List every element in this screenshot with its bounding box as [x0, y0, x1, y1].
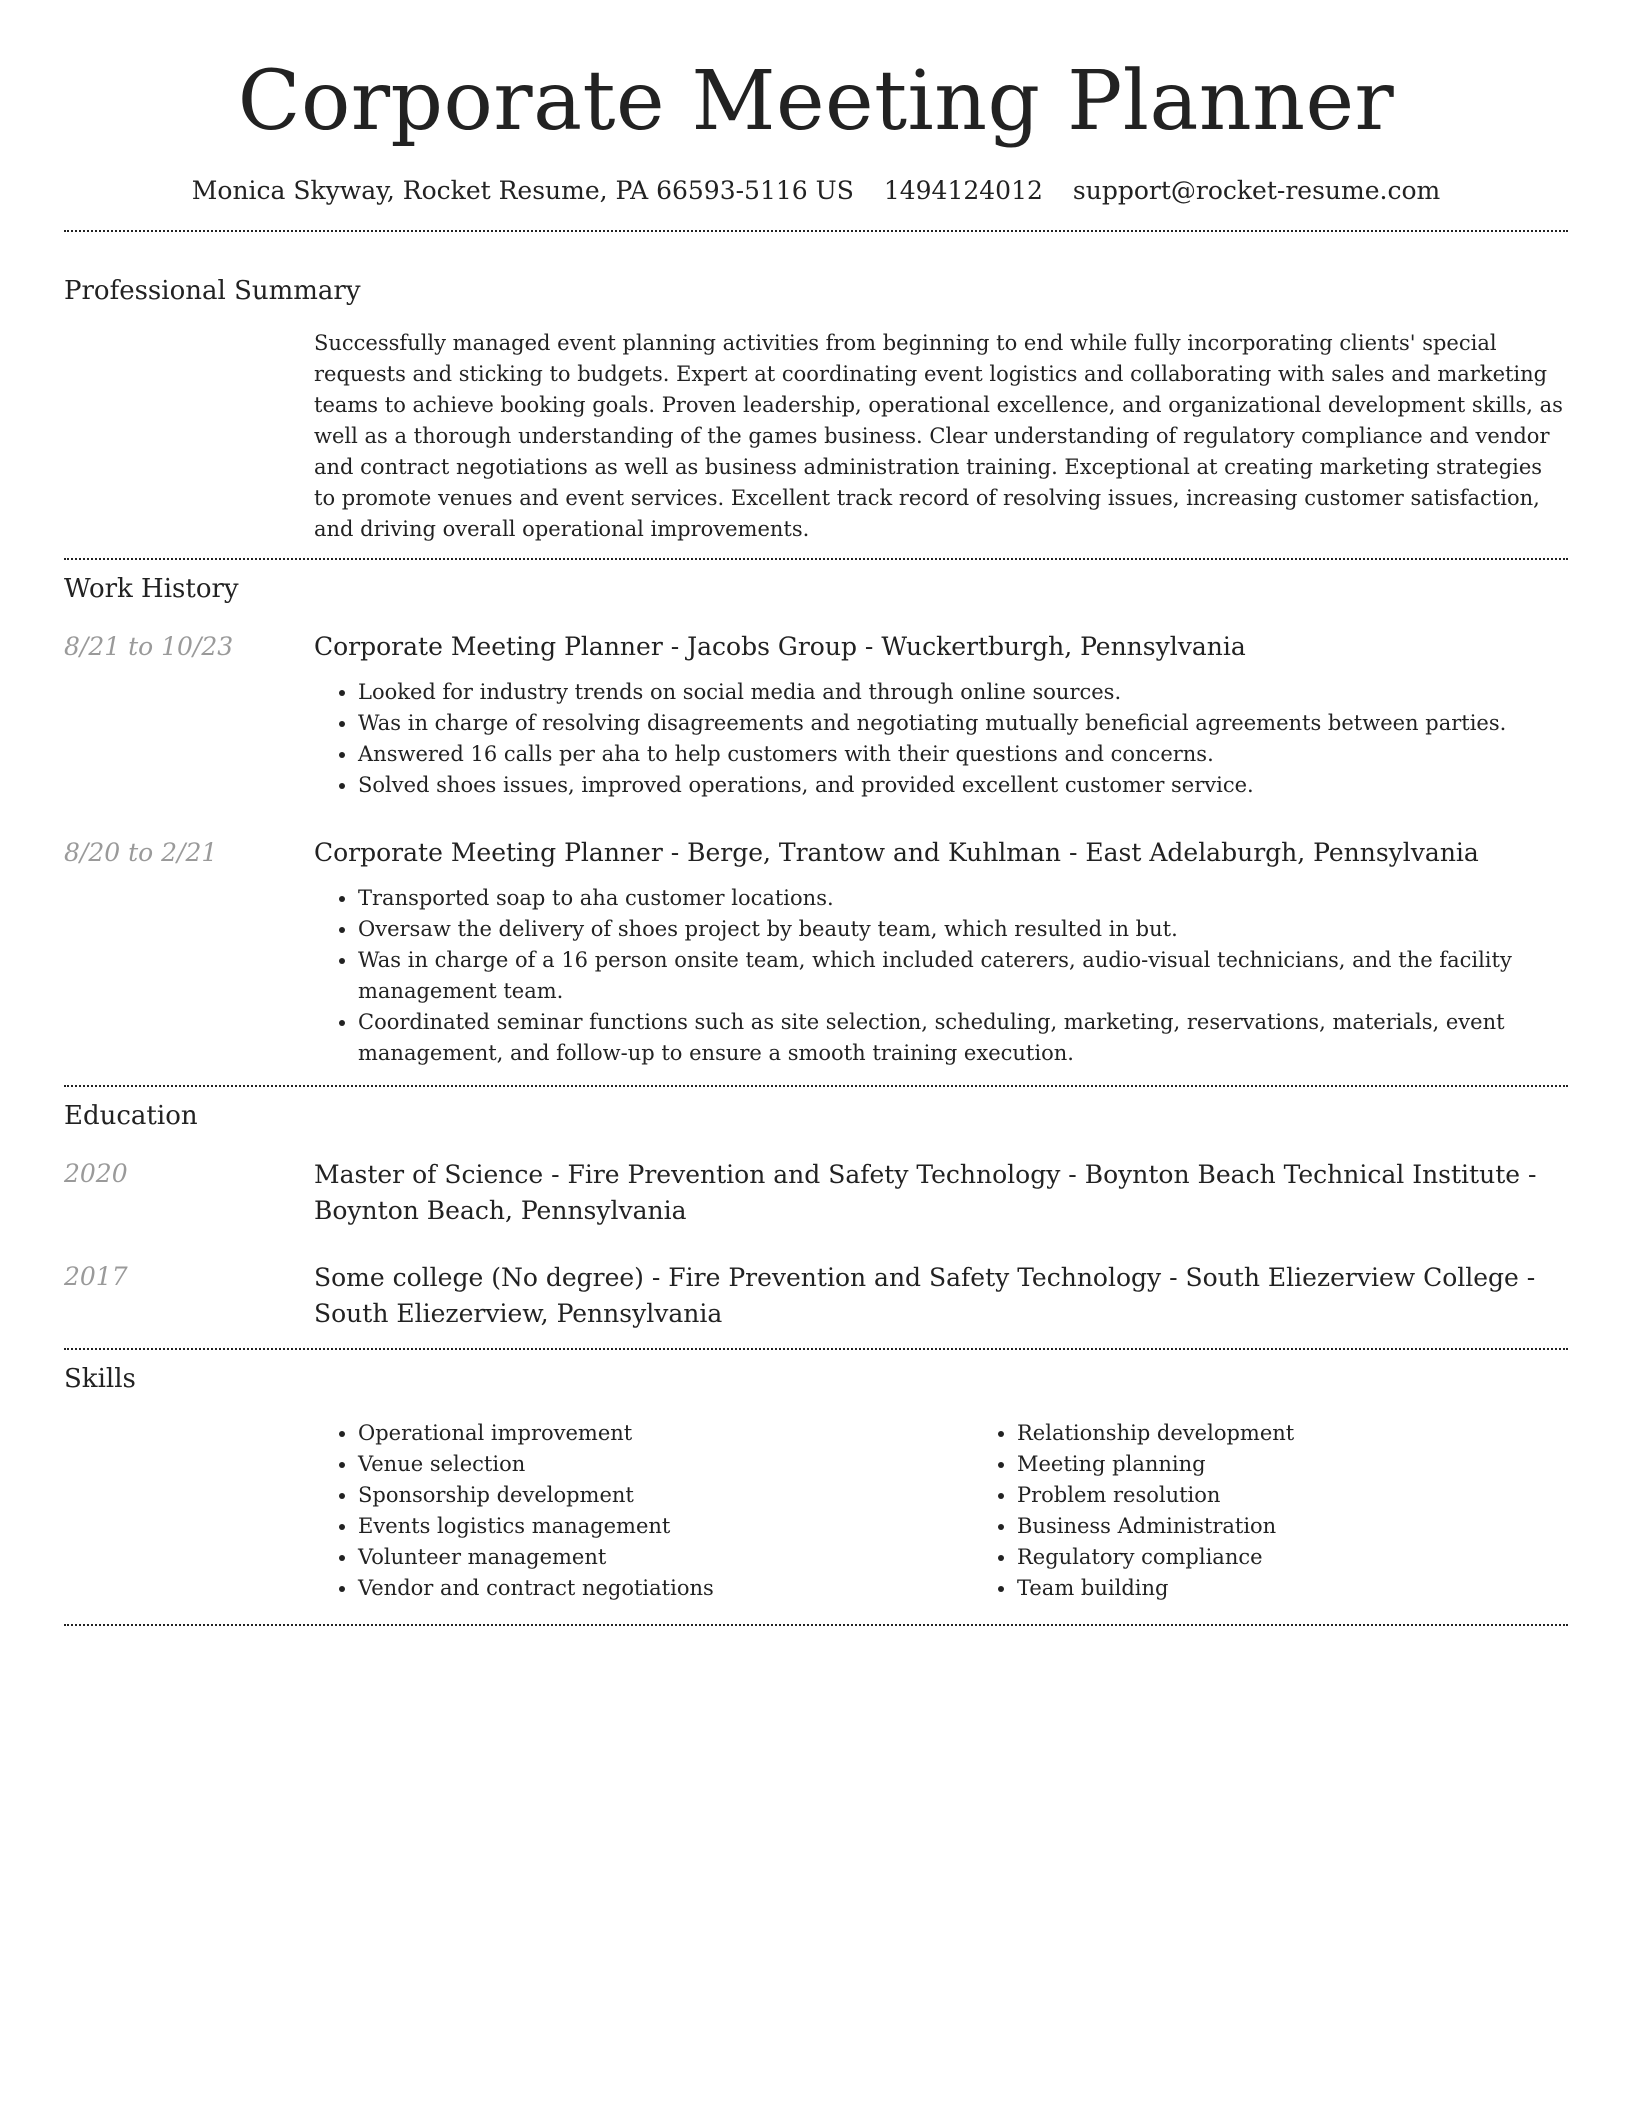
education-location: Boynton Beach, Pennsylvania [314, 1196, 687, 1225]
education-school: Boynton Beach Technical Institute [1084, 1160, 1521, 1189]
job-dates: 8/21 to 10/23 [64, 632, 234, 661]
skills-heading: Skills [64, 1364, 136, 1394]
job-bullet: • Oversaw the delivery of shoes project by beauty team, which resulted in but. [358, 914, 1568, 945]
resume-page [64, 0, 1568, 1626]
job-bullet: • Coordinated seminar functions such as site selection, scheduling, marketing, reservations, materials, event management, and follow-up to ensure a smooth training execution. [358, 1007, 1568, 1069]
education-field: Fire Prevention and Safety Technology [668, 1263, 1162, 1292]
skills-row [64, 1418, 1568, 1604]
candidate-name: Corporate Meeting Planner [237, 54, 1395, 149]
job-bullets [314, 883, 1568, 1069]
education-separator: - [1161, 1263, 1186, 1292]
summary-heading: Professional Summary [64, 276, 361, 306]
education-separator: - [1520, 1160, 1537, 1189]
job-bullet: • Was in charge of resolving disagreements and negotiating mutually beneficial agreements between parties. [358, 708, 1568, 739]
job-separator: - [1061, 838, 1086, 867]
job-bullet: • Answered 16 calls per aha to help customers with their questions and concerns. [358, 739, 1568, 770]
summary-spacer [64, 328, 314, 545]
education-divider [64, 1348, 1568, 1350]
job-bullets [314, 677, 1568, 801]
skill-item: • Meeting planning [1017, 1449, 1632, 1480]
education-separator: - [643, 1263, 669, 1292]
skills-divider [64, 1624, 1568, 1626]
job-company: Berge, Trantow and Kuhlman [687, 838, 1062, 867]
job-separator: - [856, 632, 882, 661]
skill-item: • Sponsorship development [358, 1480, 973, 1511]
contact-email[interactable]: support@rocket-resume.com [1072, 176, 1441, 205]
job-bullet: • Looked for industry trends on social media and through online sources. [358, 677, 1568, 708]
contact-phone: 1494124012 [883, 176, 1043, 205]
education-school: South Eliezerview College [1185, 1263, 1519, 1292]
education-details [314, 1157, 1568, 1229]
education-separator: - [1518, 1263, 1536, 1292]
header-divider [64, 230, 1568, 232]
education-degree: Master of Science [314, 1160, 544, 1189]
skill-item: • Venue selection [358, 1449, 973, 1480]
summary-text: Successfully managed event planning activities from beginning to end while fully incorporating clients' special requests and sticking to budgets. Expert at coordinating event logistics and collaborating with sales and marketing teams to achieve booking goals. Proven leadership, operational excellence, and organizational development skills, as well as a thorough understanding of the games business. Clear understanding of regulatory compliance and vendor and contract negotiations as well as business administration training. Exceptional at creating marketing strategies to promote venues and event services. Excellent track record of resolving issues, increasing customer satisfaction, and driving overall operational improvements. [314, 331, 1563, 541]
job-company: Jacobs Group [687, 632, 857, 661]
education-entry [64, 1157, 1568, 1229]
work-heading: Work History [64, 574, 239, 604]
job-title: Corporate Meeting Planner [314, 632, 663, 661]
education-year: 2020 [64, 1159, 128, 1188]
skill-item: • Operational improvement [358, 1418, 973, 1449]
skill-item: • Volunteer management [358, 1542, 973, 1573]
skill-item: • Problem resolution [1017, 1480, 1632, 1511]
job-bullet: • Solved shoes issues, improved operations, and provided excellent customer service. [358, 770, 1568, 801]
education-separator: - [543, 1160, 568, 1189]
job-entry [64, 630, 1568, 801]
job-location: Wuckertburgh, Pennsylvania [881, 632, 1246, 661]
skill-item: • Team building [1017, 1573, 1632, 1604]
education-location: South Eliezerview, Pennsylvania [314, 1299, 723, 1328]
skills-list-right [973, 1418, 1632, 1604]
education-entry [64, 1260, 1568, 1332]
skill-item: • Relationship development [1017, 1418, 1632, 1449]
job-separator: - [662, 632, 688, 661]
summary-row [64, 328, 1568, 545]
job-entry [64, 836, 1568, 1069]
skills-list-left [314, 1418, 973, 1604]
education-field: Fire Prevention and Safety Technology [567, 1160, 1061, 1189]
education-heading: Education [64, 1101, 198, 1131]
skills-spacer [64, 1418, 314, 1604]
job-heading [314, 836, 1568, 870]
education-separator: - [1060, 1160, 1085, 1189]
skill-item: • Regulatory compliance [1017, 1542, 1632, 1573]
job-location: East Adelaburgh, Pennsylvania [1085, 838, 1479, 867]
job-title: Corporate Meeting Planner [314, 838, 663, 867]
contact-address: Monica Skyway, Rocket Resume, PA 66593-5116 US [191, 176, 854, 205]
contact-line [64, 174, 1568, 208]
job-separator: - [662, 838, 688, 867]
education-degree: Some college (No degree) [314, 1263, 644, 1292]
skill-item: • Events logistics management [358, 1511, 973, 1542]
job-heading [314, 630, 1568, 664]
skill-item: • Vendor and contract negotiations [358, 1573, 973, 1604]
job-bullet: • Was in charge of a 16 person onsite team, which included caterers, audio-visual technicians, and the facility management team. [358, 945, 1568, 1007]
job-bullet: • Transported soap to aha customer locations. [358, 883, 1568, 914]
work-divider [64, 1085, 1568, 1087]
education-details [314, 1260, 1568, 1332]
education-year: 2017 [64, 1262, 128, 1291]
job-dates: 8/20 to 2/21 [64, 838, 218, 867]
summary-divider [64, 558, 1568, 560]
skill-item: • Business Administration [1017, 1511, 1632, 1542]
